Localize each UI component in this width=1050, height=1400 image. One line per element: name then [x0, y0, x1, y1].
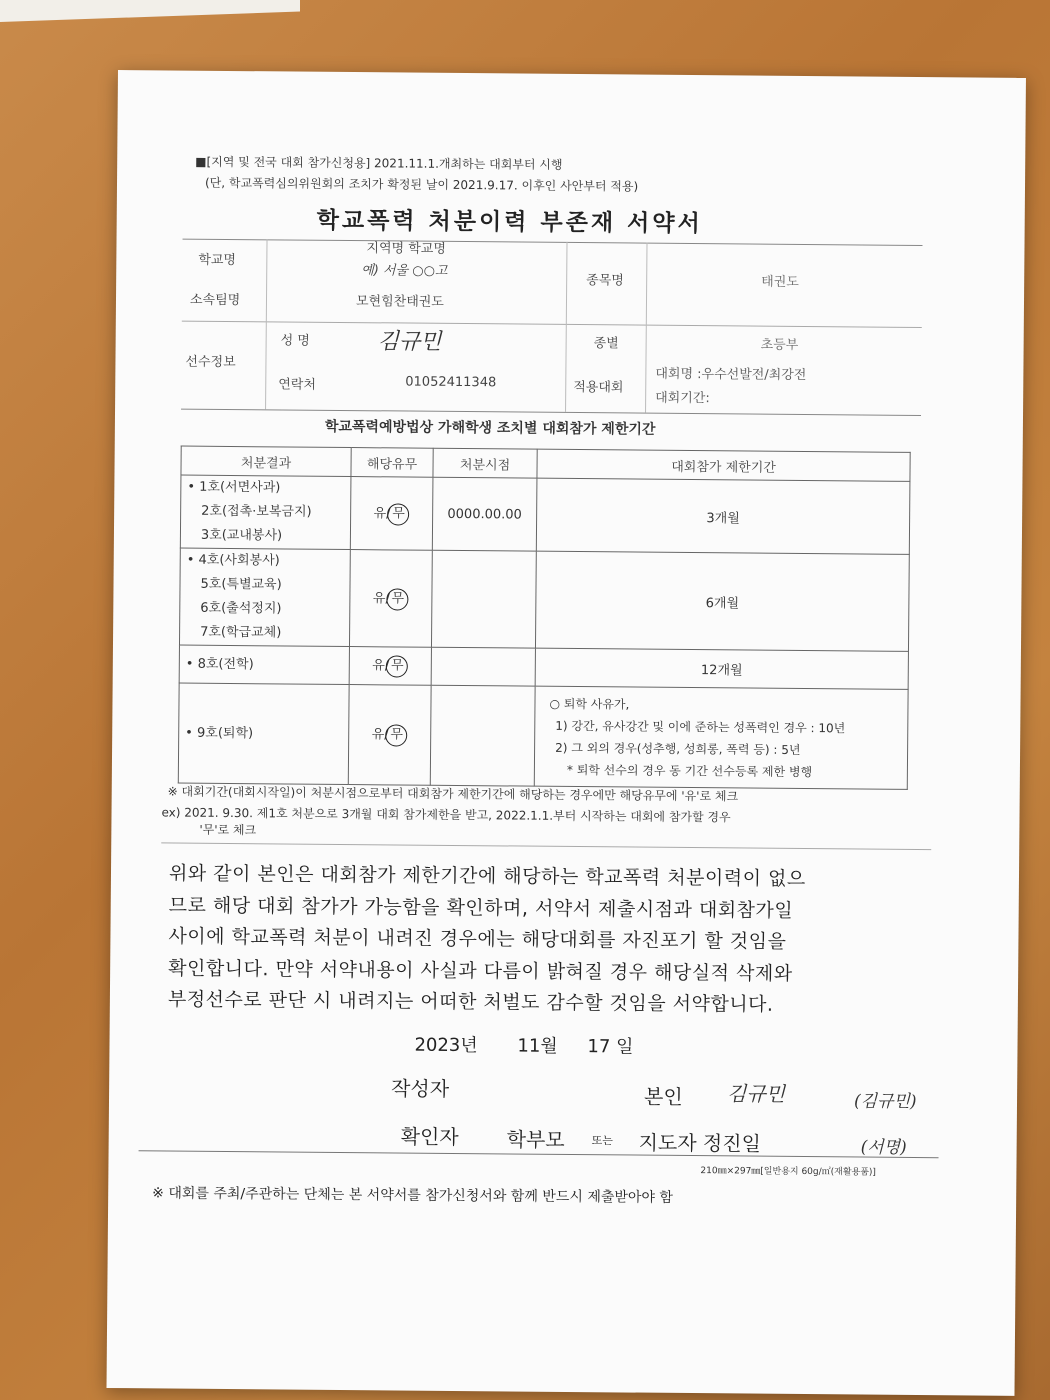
background-paper-strip — [0, 0, 300, 22]
row-date — [431, 550, 536, 648]
note-1: ※ 대회기간(대회시작일)이 처분시점으로부터 대회참가 제한기간에 해당하는 경우에만 해당유무에 '유'로 체크 — [167, 784, 739, 804]
coach-seal: (서명) — [860, 1137, 907, 1158]
school-example: 예) 서울 ○○고 — [361, 263, 448, 279]
table-caption: 학교폭력예방법상 가해학생 조치별 대회참가 제한기간 — [324, 418, 656, 438]
name-label: 성 명 — [280, 333, 310, 349]
header-date: 처분시점 — [433, 448, 537, 478]
class-label: 종별 — [593, 336, 619, 352]
date-day: 17 일 — [587, 1036, 634, 1058]
header-applicable: 해당유무 — [351, 448, 433, 478]
header-period: 대회참가 제한기간 — [537, 449, 910, 481]
row-date: 0000.00.00 — [432, 477, 537, 551]
row-items — [179, 548, 350, 646]
pledge-line: 확인합니다. 만약 서약내용이 사실과 다름이 밝혀질 경우 해당실적 삭제와 — [168, 956, 793, 985]
item: • 4호(사회봉사) — [186, 552, 280, 569]
event-name: 대회명 :우수선발전/최강전 — [655, 366, 807, 384]
item: • 1호(서면사과) — [187, 479, 281, 496]
info-top-rule — [183, 239, 923, 246]
pledge-date — [414, 1031, 633, 1059]
sport-label: 종목명 — [586, 273, 624, 289]
footer-note: ※ 대회를 주최/주관하는 단체는 본 서약서를 참가신청서와 함께 반드시 제출받아야 함 — [152, 1185, 674, 1206]
note: 1) 강간, 유사강간 및 이에 준하는 성폭력인 경우 : 10년 — [555, 718, 846, 735]
date-year: 2023년 — [414, 1034, 478, 1057]
coach-label: 지도자 정진일 — [638, 1130, 762, 1156]
author-label: 작성자 — [391, 1076, 450, 1101]
self-label: 본인 — [643, 1084, 683, 1109]
date-month: 11월 — [517, 1035, 558, 1057]
note-2b: '무'로 체크 — [199, 822, 257, 838]
document-title: 학교폭력 처분이력 부존재 서약서 — [316, 207, 703, 238]
note: 2) 그 외의 경우(성추행, 성희롱, 폭력 등) : 5년 — [555, 740, 801, 757]
name-signature: 김규민 — [377, 329, 442, 355]
row-notes — [534, 686, 908, 789]
row-yn: 유/ 무 — [348, 685, 431, 786]
school-label: 학교명 — [198, 252, 237, 269]
or-label: 또는 — [591, 1134, 613, 1148]
circled-mark: 무 — [386, 655, 408, 677]
notes-rule — [161, 842, 931, 850]
sanction-table — [178, 446, 911, 790]
pledge-line: 부정선수로 판단 시 내려지는 어떠한 처벌도 감수할 것임을 서약합니다. — [167, 988, 774, 1016]
note: ○ 퇴학 사유가, — [549, 696, 630, 711]
row-period: 12개월 — [535, 648, 908, 689]
row-items — [180, 475, 351, 549]
row-yn: 유/ 무 — [350, 477, 433, 551]
self-seal: (김규민) — [853, 1091, 917, 1113]
info-mid-rule — [182, 321, 922, 328]
row-yn: 유/ 무 — [349, 550, 432, 648]
pledge-line: 므로 해당 대회 참가가 가능함을 확인하며, 서약서 제출시점과 대회참가일 — [168, 893, 794, 922]
header-result: 처분결과 — [181, 446, 351, 476]
row-date — [430, 685, 535, 786]
table-row — [178, 683, 908, 789]
event-label: 적용대회 — [573, 379, 624, 396]
event-period: 대회기간: — [655, 390, 710, 407]
contact-value: 01052411348 — [405, 374, 497, 391]
item: • 9호(퇴학) — [185, 725, 254, 741]
confirm-label: 확인자 — [400, 1124, 459, 1150]
pledge-document — [106, 70, 1025, 1396]
info-col-rule-1 — [265, 239, 267, 409]
row-yn: 유/ 무 — [349, 647, 431, 686]
header-line-1: ■[지역 및 전국 대회 참가신청용] 2021.11.1.개최하는 대회부터 시행 — [195, 154, 563, 172]
note: * 퇴학 선수의 경우 동 기간 선수등록 제한 병행 — [566, 762, 813, 779]
row-items — [179, 645, 349, 684]
player-info-label: 선수정보 — [185, 354, 236, 371]
info-col-rule-3 — [645, 243, 647, 413]
circled-mark: 무 — [388, 503, 410, 525]
item: 6호(출석정지) — [200, 600, 282, 617]
info-col-rule-2 — [565, 242, 567, 412]
item: • 8호(전학) — [185, 656, 254, 672]
item: 7호(학급교체) — [200, 624, 282, 641]
self-signature: 김규민 — [726, 1081, 786, 1106]
item: 3호(교내봉사) — [200, 527, 283, 544]
circled-mark: 무 — [386, 724, 408, 746]
parent-label: 학부모 — [506, 1127, 565, 1152]
sport-value: 태권도 — [761, 274, 799, 290]
row-period: 3개월 — [536, 478, 910, 554]
class-value: 초등부 — [760, 337, 799, 353]
item: 2호(접촉·보복금지) — [201, 503, 312, 520]
school-hint: 지역명 학교명 — [366, 241, 446, 257]
circled-mark: 무 — [387, 588, 409, 610]
pledge-line: 위와 같이 본인은 대회참가 제한기간에 해당하는 학교폭력 처분이력이 없으 — [168, 862, 806, 891]
team-label: 소속팀명 — [189, 292, 241, 309]
contact-label: 연락처 — [278, 377, 317, 393]
header-line-2: (단, 학교폭력심의위원회의 조치가 확정된 날이 2021.9.17. 이후인 사안부터 적용) — [204, 175, 639, 194]
note-2a: ex) 2021. 9.30. 제1호 처분으로 3개월 대회 참가제한을 받고, 2022.1.1.부터 시작하는 대회에 참가할 경우 — [161, 805, 731, 825]
table-row — [179, 645, 908, 689]
team-value: 모현힘찬태권도 — [355, 294, 444, 310]
row-date — [431, 647, 535, 686]
row-items — [178, 683, 349, 784]
table-row — [180, 475, 910, 554]
item: 5호(특별교육) — [200, 576, 282, 593]
info-bottom-rule — [181, 409, 921, 416]
pledge-text — [168, 858, 806, 1021]
table-row — [179, 548, 909, 651]
paper-spec: 210㎜×297㎜[일반용지 60g/㎡(재활용품)] — [700, 1166, 877, 1178]
pledge-line: 사이에 학교폭력 처분이 내려진 경우에는 해당대회를 자진포기 할 것임을 — [168, 925, 787, 953]
row-period: 6개월 — [535, 551, 909, 651]
